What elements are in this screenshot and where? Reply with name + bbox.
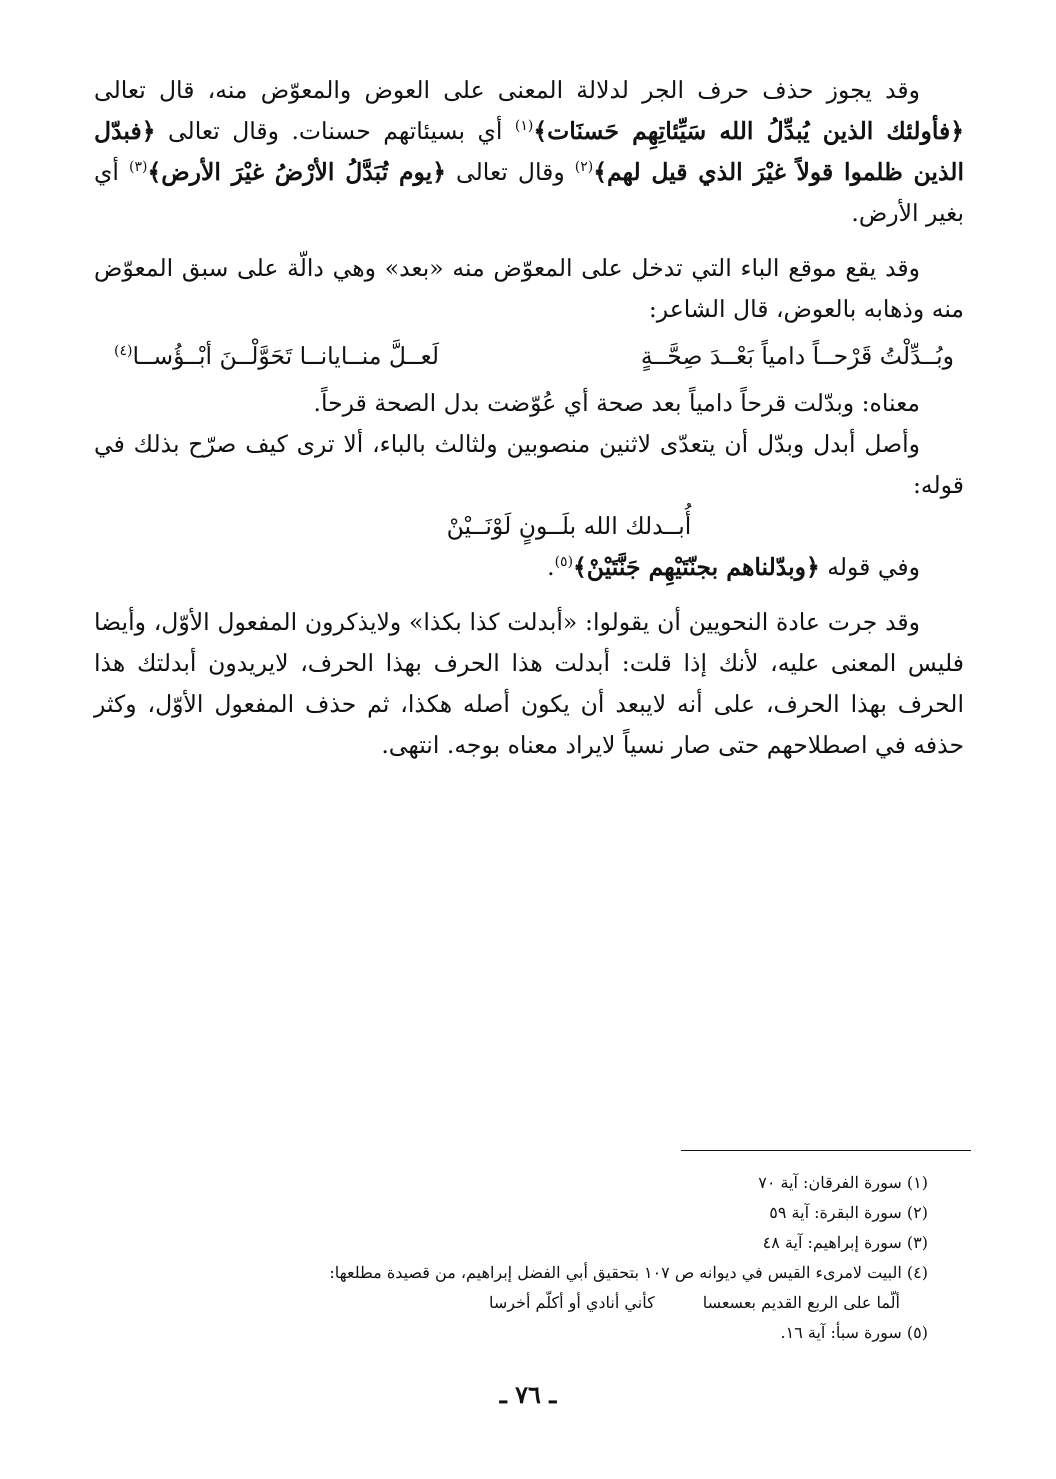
text-run: وقد يجوز حذف حرف الجر لدلالة المعنى على العوض والمعوّض منه، قال تعالى — [94, 76, 920, 104]
page-number: ـ ٧٦ ـ — [499, 1380, 557, 1409]
footnote-4: (٤) البيت لامرىء القيس في ديوانه ص ١٠٧ بتحقيق أبي الفضل إبراهيم، من قصيدة مطلعها: — [329, 1263, 928, 1282]
text-run: أي بغير الأرض. — [94, 158, 964, 227]
paragraph-5 — [94, 547, 964, 588]
text-run: . — [547, 553, 555, 581]
text-run: أي بسيئاتهم حسنات. وقال تعالى — [155, 117, 515, 145]
paragraph-4: وأصل أبدل وبدّل أن يتعدّى لاثنين منصوبين ولثالث بالباء، ألا ترى كيف صرّح بذلك في قوله: — [94, 430, 964, 499]
verse-first-half: وبُــدِّلْتُ قَرْحــاً دامياً بَعْــدَ صِحَّــةٍ — [640, 342, 954, 370]
verse-second-half — [114, 336, 439, 377]
quran-quote: ﴿يوم تُبَدَّلُ الأرْضُ غيْرَ الأرض﴾ — [147, 158, 446, 186]
footnote-ref: (٢) — [574, 159, 594, 176]
paragraph-3: معناه: وبدّلت قرحاً دامياً بعد صحة أي عُوّضت بدل الصحة قرحاً. — [313, 389, 920, 417]
poetry-verse — [114, 336, 954, 377]
footnote-2: (٢) سورة البقرة: آية ٥٩ — [769, 1203, 928, 1222]
footnote-ref: (٤) — [114, 343, 133, 360]
quran-quote: ﴿فأولئك الذين يُبدِّلُ الله سَيِّئاتِهِم حَسنَات﴾ — [533, 117, 964, 145]
verse-text: لَعــلَّ منــايانــا تَحَوَّلْــنَ أبْــؤُســا — [132, 342, 439, 370]
quran-quote: ﴿وبدّلناهم بجنّتَيْهِم جَنَّتَيْنْ﴾ — [573, 553, 820, 581]
footnote-divider — [681, 1150, 971, 1151]
footnote-verse-second: كأني أنادي أو أكلّم أخرسا — [489, 1293, 655, 1312]
footnote-4-verse — [108, 1288, 928, 1318]
half-verse: أُبــدلك الله بلَــونٍ لَوْنَــيْنْ — [446, 512, 692, 540]
footnote-3: (٣) سورة إبراهيم: آية ٤٨ — [762, 1233, 928, 1252]
footnote-ref: (٣) — [128, 159, 148, 176]
paragraph-2: وقد يقع موقع الباء التي تدخل على المعوّض منه «بعد» وهي دالّة على سبق المعوّض منه وذهابه بالعوض، قال الشاعر: — [94, 254, 964, 323]
footnote-verse-first: ألّما على الربع القديم بعسعسا — [702, 1293, 900, 1312]
main-text — [94, 70, 964, 766]
footnote-5: (٥) سورة سبأ: آية ١٦. — [780, 1323, 928, 1342]
footnotes — [108, 1168, 928, 1348]
footnote-ref: (١) — [514, 118, 534, 135]
text-run: وفي قوله — [819, 553, 920, 581]
paragraph-1 — [94, 70, 964, 234]
paragraph-6: وقد جرت عادة النحويين أن يقولوا: «أبدلت كذا بكذا» ولايذكرون المفعول الأوّل، وأيضا فليس المعنى عليه، لأنك إذا قلت: أبدلت هذا الحرف بهذا الحرف، لايريدون أبدلتك هذا الحرف بهذا الحرف، على أنه لايبعد أن يكون أصله هكذا، ثم حذف المفعول الأوّل، وكثر حذفه في اصطلاحهم حتى صار نسياً لايراد معناه بوجه. انتهى. — [94, 608, 964, 759]
footnote-ref: (٥) — [554, 554, 574, 571]
text-run: وقال تعالى — [446, 158, 575, 186]
footnote-1: (١) سورة الفرقان: آية ٧٠ — [758, 1173, 928, 1192]
quran-quote: ﴿فبدّل الذين ظلموا قولاً غيْرَ الذي قيل لهم﴾ — [94, 117, 964, 186]
